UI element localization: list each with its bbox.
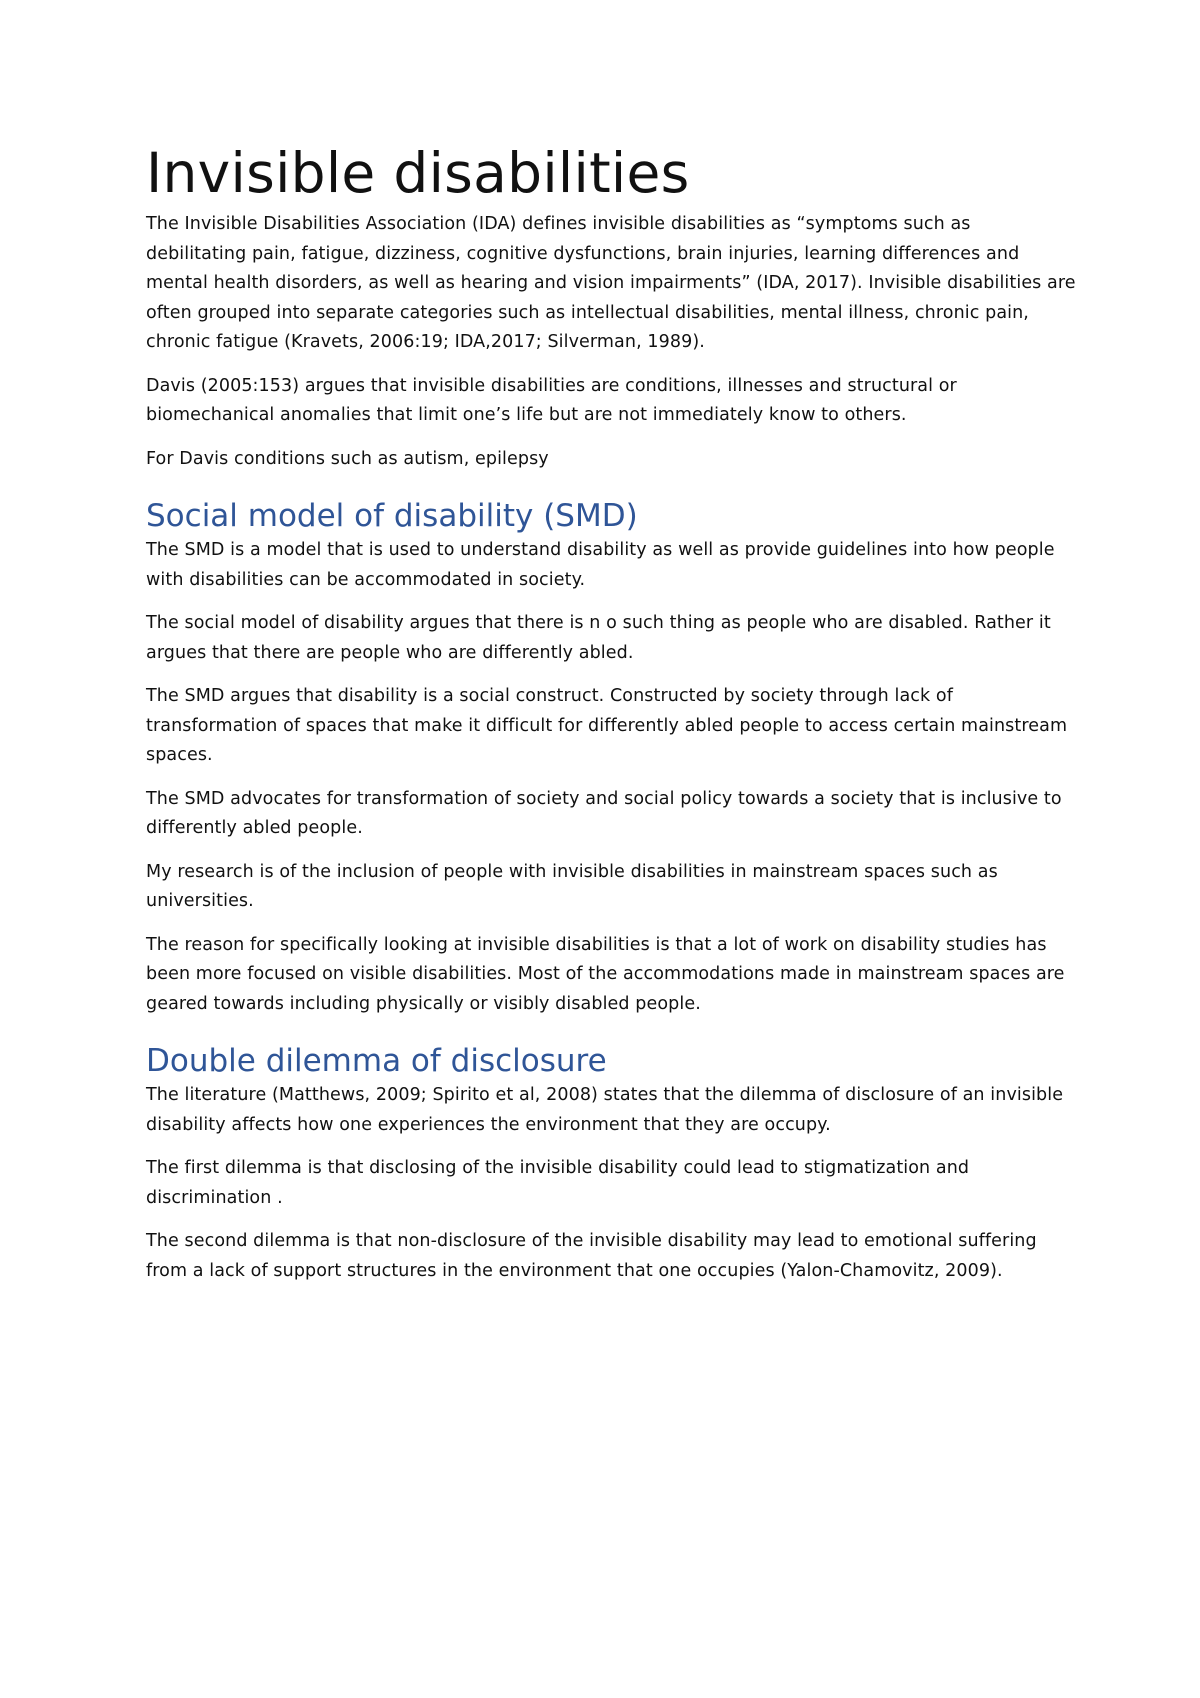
smd-paragraph: My research is of the inclusion of people with invisible disabilities in mainstream spaces such as universities. xyxy=(146,861,998,911)
section-heading-disclosure: Double dilemma of disclosure xyxy=(146,1043,607,1079)
disclosure-paragraph: The second dilemma is that non-disclosure of the invisible disability may lead to emotional suffering from a lack of support structures in the environment that one occupies (Yalon-Chamovitz, 2009). xyxy=(146,1231,1037,1281)
disclosure-paragraph: The first dilemma is that disclosing of the invisible disability could lead to stigmatization and discrimination . xyxy=(146,1158,970,1208)
intro-section xyxy=(146,210,1076,474)
disclosure-paragraph: The literature (Matthews, 2009; Spirito et al, 2008) states that the dilemma of disclosure of an invisible disability affects how one experiences the environment that they are occupy. xyxy=(146,1085,1064,1135)
smd-paragraph: The SMD is a model that is used to understand disability as well as provide guidelines into how people with disabilities can be accommodated in society. xyxy=(146,540,1055,590)
smd-section xyxy=(146,496,1076,1019)
smd-paragraph: The reason for specifically looking at invisible disabilities is that a lot of work on disability studies has been more focused on visible disabilities. Most of the accommodations made in mainstream spaces are geared towards including physically or visibly disabled people. xyxy=(146,934,1065,1014)
smd-paragraph: The social model of disability argues that there is n o such thing as people who are disabled. Rather it argues that there are people who are differently abled. xyxy=(146,613,1051,663)
intro-paragraph: For Davis conditions such as autism, epilepsy xyxy=(146,448,549,469)
document-body xyxy=(146,140,1076,1300)
smd-paragraph: The SMD argues that disability is a social construct. Constructed by society through lack of transformation of spaces that make it difficult for differently abled people to access certain mainstream spaces. xyxy=(146,686,1068,765)
disclosure-section xyxy=(146,1041,1076,1286)
section-heading-smd: Social model of disability (SMD) xyxy=(146,498,638,534)
document-title: Invisible disabilities xyxy=(146,141,690,205)
intro-paragraph: The Invisible Disabilities Association (IDA) defines invisible disabilities as “symptoms such as debilitating pain, fatigue, dizziness, cognitive dysfunctions, brain injuries, learning differences and mental health disorders, as well as hearing and vision impairments” (IDA, 2017). Invisible disabilities are often grouped into separate categories such as intellectual disabilities, mental illness, chronic pain, chronic fatigue (Kravets, 2006:19; IDA,2017; Silverman, 1989). xyxy=(146,214,1076,352)
smd-paragraph: The SMD advocates for transformation of society and social policy towards a society that is inclusive to differently abled people. xyxy=(146,788,1062,838)
intro-paragraph: Davis (2005:153) argues that invisible disabilities are conditions, illnesses and structural or biomechanical anomalies that limit one’s life but are not immediately know to others. xyxy=(146,375,957,425)
